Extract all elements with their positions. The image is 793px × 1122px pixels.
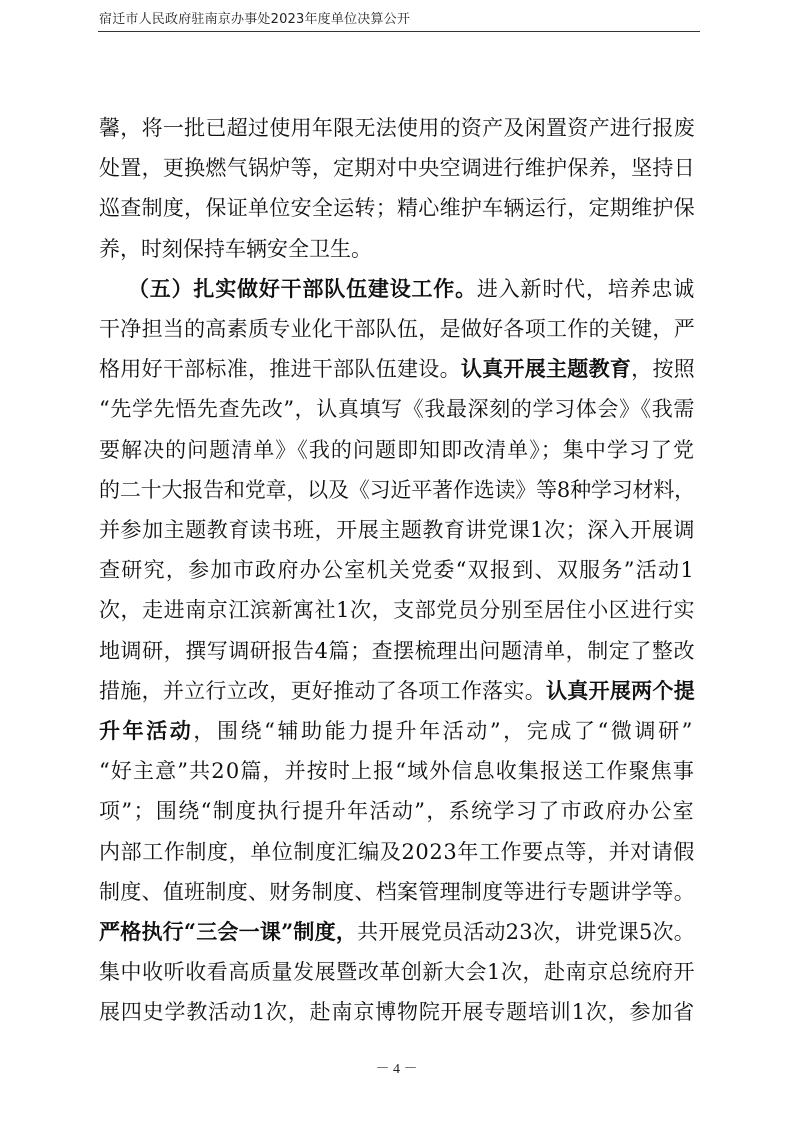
body-line-11: [0, 515, 793, 545]
body-text: 干净担当的高素质专业化干部队伍，是做好各项工作的关键，严: [99, 317, 695, 341]
body-line-17: [0, 756, 793, 786]
body-text: 共开展党员活动23次，讲党课5次。: [357, 920, 695, 944]
body-text: “好主意”共20篇，并按时上报“域外信息收集报送工作聚焦事: [99, 759, 695, 784]
body-line-21: [0, 917, 793, 947]
body-line-19: [0, 837, 793, 867]
body-line-14: [0, 636, 793, 666]
body-text: 展四史学教活动1次，赴南京博物院开展专题培训1次，参加省: [99, 1000, 695, 1025]
body-line-16: [0, 716, 793, 746]
bold-phrase: 升年活动: [99, 718, 194, 743]
section-heading: （五）扎实做好干部队伍建设工作。: [128, 275, 477, 301]
body-line-22: [0, 957, 793, 987]
body-text: 内部工作制度，单位制度汇编及2023年工作要点等，并对请假: [99, 839, 695, 864]
body-line-1: [0, 113, 793, 143]
body-line-2: [0, 153, 793, 183]
body-text: 要解决的问题清单》《我的问题即知即改清单》；集中学习了党: [99, 437, 695, 462]
body-line-4: [0, 234, 793, 264]
page-header: 宿迁市人民政府驻南京办事处2023年度单位决算公开: [99, 12, 411, 27]
body-line-13: [0, 595, 793, 625]
body-line-6: [0, 314, 793, 344]
body-text: 地调研，撰写调研报告4篇；查摆梳理出问题清单，制定了整改: [99, 638, 695, 663]
bold-phrase: 认真开展主题教育: [460, 356, 632, 382]
bold-phrase: 严格执行“三会一课”制度，: [99, 919, 358, 944]
body-text: 措施，并立行立改，更好推动了各项工作落实。: [99, 678, 546, 703]
body-text: 制度、值班制度、财务制度、档案管理制度等进行专题讲学等。: [99, 879, 695, 904]
body-line-20: [0, 877, 793, 907]
body-line-10: [0, 475, 793, 505]
body-text: 馨，将一批已超过使用年限无法使用的资产及闲置资产进行报废: [99, 116, 695, 140]
body-text: “先学先悟先查先改”，认真填写《我最深刻的学习体会》《我需: [99, 397, 695, 422]
body-line-7: [0, 354, 793, 384]
body-text: ，按照: [631, 357, 696, 382]
body-text: 集中收听收看高质量发展暨改革创新大会1次，赴南京总统府开: [99, 960, 695, 985]
header-rule: [98, 31, 700, 32]
body-line-23: [0, 997, 793, 1027]
body-text: 次，走进南京江滨新寓社1次，支部党员分别至居住小区进行实: [99, 598, 695, 623]
body-text: 处置，更换燃气锅炉等，定期对中央空调进行维护保养，坚持日: [99, 156, 695, 181]
body-text: 项”；围绕“制度执行提升年活动”，系统学习了市政府办公室: [99, 799, 695, 824]
body-text: 养，时刻保持车辆安全卫生。: [99, 236, 372, 261]
body-line-12: [0, 555, 793, 585]
body-text: 格用好干部标准，推进干部队伍建设。: [99, 357, 461, 382]
body-line-18: [0, 796, 793, 826]
body-text: 巡查制度，保证单位安全运转；精心维护车辆运行，定期维护保: [99, 196, 695, 221]
bold-phrase: 认真开展两个提: [546, 677, 695, 703]
page-number: － 4 －: [375, 1062, 418, 1077]
body-text: 并参加主题教育读书班，开展主题教育讲党课1次；深入开展调: [99, 518, 695, 542]
body-line-3: [0, 193, 793, 223]
body-line-5: [0, 274, 793, 304]
body-line-15: [0, 676, 793, 706]
body-text: 的二十大报告和党章，以及《习近平著作选读》等8种学习材料，: [99, 477, 695, 502]
body-text: 进入新时代，培养忠诚: [476, 276, 695, 301]
body-line-8: [0, 394, 793, 424]
body-text: ，围绕“辅助能力提升年活动”，完成了“微调研”: [193, 719, 696, 743]
body-line-9: [0, 435, 793, 465]
body-text: 查研究，参加市政府办公室机关党委“双报到、双服务”活动1: [99, 558, 695, 583]
